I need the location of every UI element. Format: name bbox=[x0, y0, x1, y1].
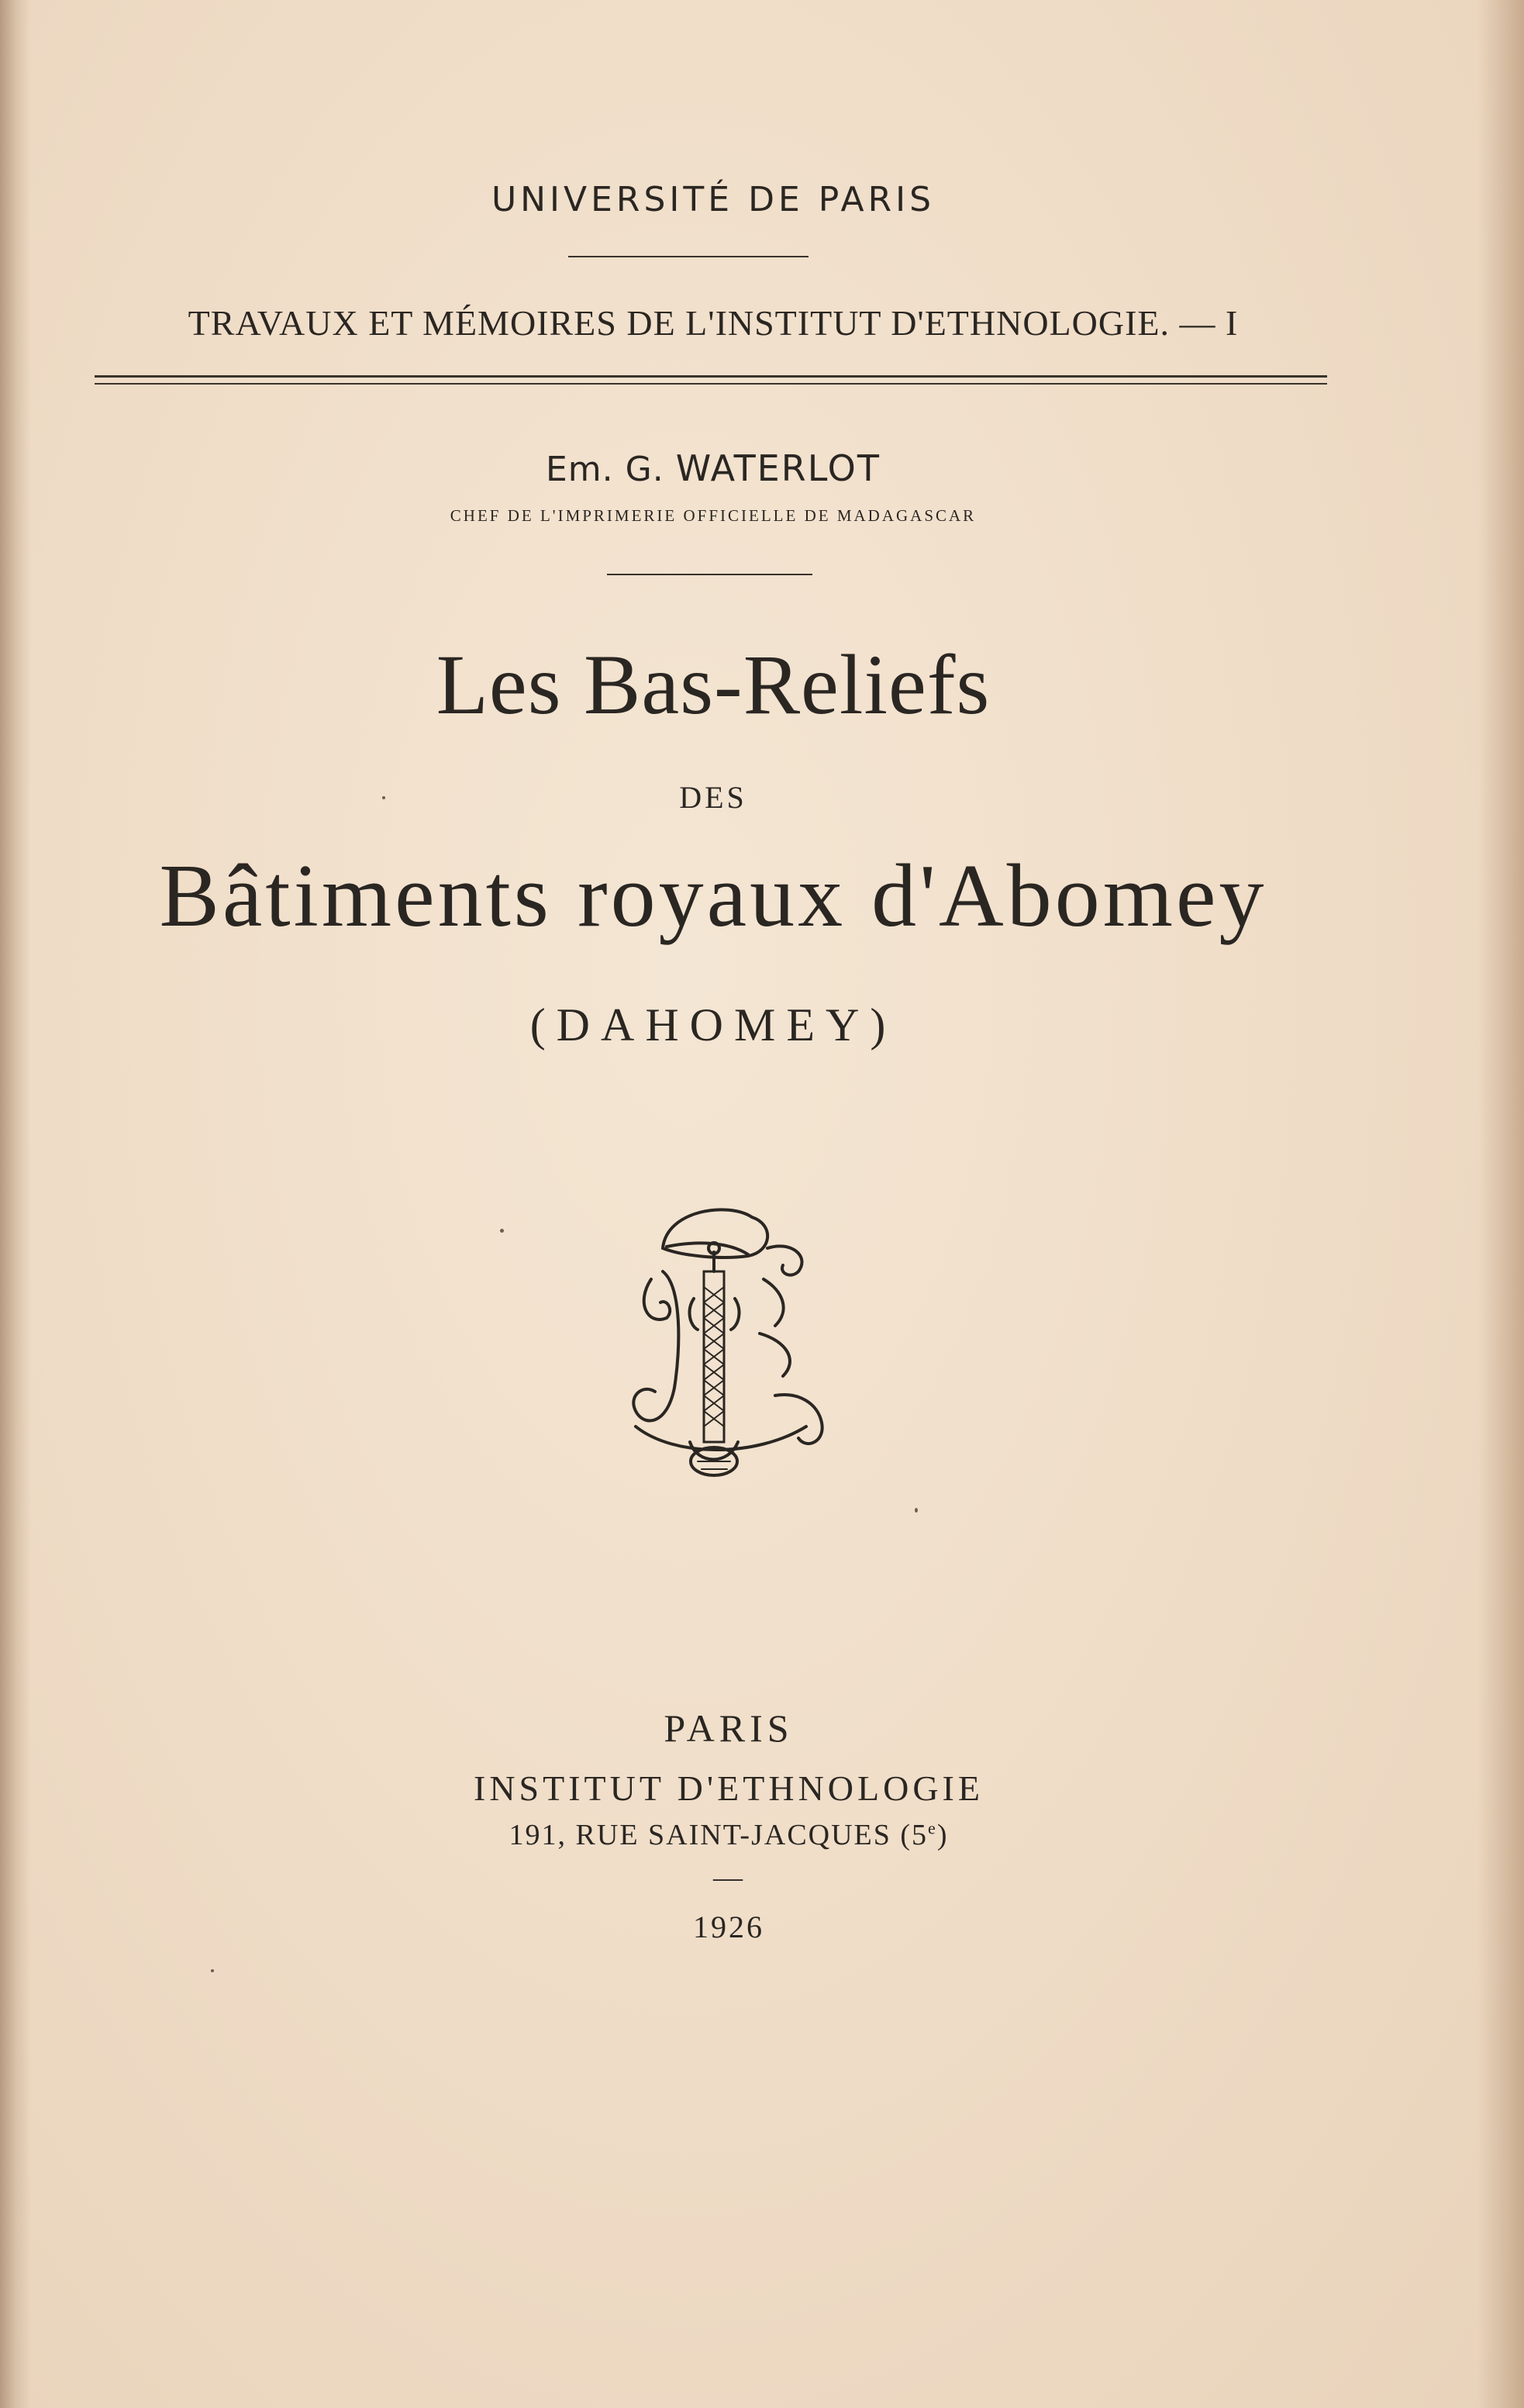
paper-speck bbox=[500, 1229, 504, 1233]
divider-rule bbox=[607, 574, 812, 575]
page-edge bbox=[1477, 0, 1524, 2408]
author-surname: WATERLOT bbox=[675, 447, 881, 489]
series-title: TRAVAUX ET MÉMOIRES DE L'INSTITUT D'ETHNOLOGIE. — I bbox=[188, 303, 1239, 343]
binding-shadow bbox=[0, 0, 31, 2408]
publication-year: 1926 bbox=[693, 1909, 764, 1944]
university-name: UNIVERSITÉ DE PARIS bbox=[491, 180, 936, 219]
address-text: 191, RUE SAINT-JACQUES (5 bbox=[509, 1819, 929, 1851]
address-arrondissement-sup: e bbox=[928, 1818, 937, 1838]
title-line-1: Les Bas-Reliefs bbox=[436, 637, 991, 732]
title-connector: DES bbox=[679, 780, 747, 815]
paper-speck bbox=[915, 1508, 918, 1513]
double-rule-top bbox=[95, 375, 1327, 378]
divider-rule bbox=[568, 256, 809, 257]
imprint-dash: — bbox=[713, 1861, 744, 1894]
title-region: (DAHOMEY) bbox=[529, 999, 897, 1050]
publisher-address bbox=[0, 1818, 1457, 1852]
author-role: CHEF DE L'IMPRIMERIE OFFICIELLE DE MADAGASCAR bbox=[450, 506, 977, 525]
author-name bbox=[0, 447, 1426, 489]
paper-speck bbox=[382, 796, 385, 799]
author-prefix: Em. G. bbox=[545, 450, 664, 489]
double-rule-bottom bbox=[95, 383, 1327, 385]
address-close: ) bbox=[936, 1819, 949, 1851]
publisher-name: INSTITUT D'ETHNOLOGIE bbox=[474, 1768, 984, 1808]
paper-speck bbox=[211, 1969, 214, 1972]
monogram-printers-mark-icon bbox=[589, 1194, 853, 1489]
title-line-2: Bâtiments royaux d'Abomey bbox=[159, 847, 1267, 946]
publication-city: PARIS bbox=[664, 1706, 794, 1750]
